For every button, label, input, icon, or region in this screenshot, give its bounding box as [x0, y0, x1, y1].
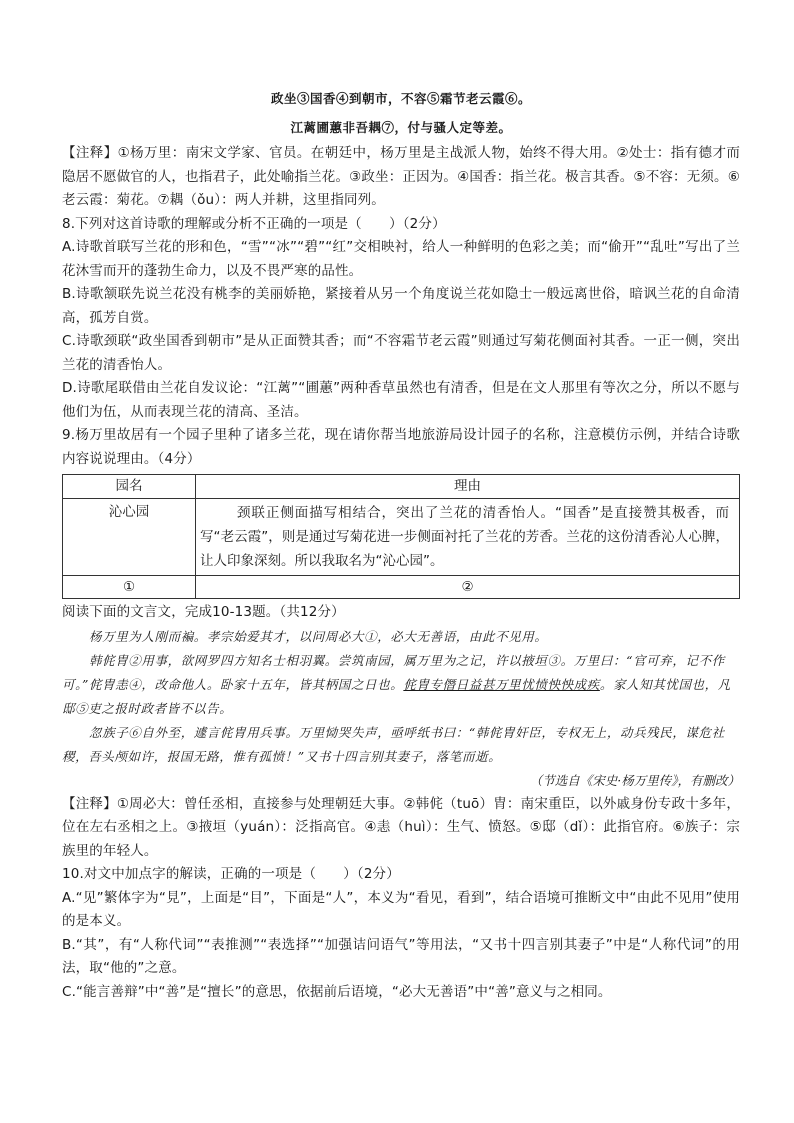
q10-option-c: C.“能言善辩”中“善”是“擅长”的意思，依据前后语境，“必大无善语”中“善”意义与之相同。: [62, 983, 612, 1000]
underlined-sentence: 侂胄专僭日益甚万里忧愤怏怏成疾: [403, 676, 600, 692]
q10-option-a: A.“见”繁体字为“見”，上面是“目”，下面是“人”，本义为“看见，看到”，结合语境可推断文中“由此不见用”使用的是本义。: [62, 889, 740, 929]
classical-paragraph-3: 忽族子⑥自外至，遽言侂胄用兵事。万里恸哭失声，亟呼纸书曰：“韩侂胄奸臣，专权无上，动兵残民，谋危社稷，吾头颅如许，报国无路，惟有孤愤！”又书十四言别其妻子，落笔而逝。: [62, 724, 725, 764]
header-reason: 理由: [196, 475, 740, 499]
table-answer-row: [63, 576, 740, 599]
example-garden-name: 沁心园: [63, 499, 196, 576]
q8-option-b: B.诗歌颔联先说兰花没有桃李的美丽娇艳，紧接着从另一个角度说兰花如隐士一般远离世俗，暗讽兰花的自命清高，孤芳自赏。: [62, 286, 740, 326]
q9-stem: 9.杨万里故居有一个园子里种了诸多兰花，现在请你帮当地旅游局设计园子的名称，注意模仿示例，并结合诗歌内容说说理由。（4分）: [62, 427, 740, 467]
table-header-row: [63, 475, 740, 499]
reading-intro: 阅读下面的文言文，完成10-13题。（共12分）: [62, 604, 345, 620]
source-citation: （节选自《宋史·杨万里传》，有删改）: [529, 772, 740, 788]
classical-paragraph-1: 杨万里为人刚而褊。孝宗始爱其才，以问周必大①，必大无善语，由此不见用。: [89, 628, 548, 644]
q8-option-a: A.诗歌首联写兰花的形和色，“雪”“冰”“碧”“红”交相映衬，给人一种鲜明的色彩之美；而“偷开”“乱吐”写出了兰花沐雪而开的蓬勃生命力，以及不畏严寒的品性。: [62, 239, 740, 279]
example-reason-cell: [196, 499, 740, 576]
poem-notes: 【注释】①杨万里：南宋文学家、官员。在朝廷中，杨万里是主战派人物，始终不得大用。②处士：指有德才而隐居不愿做官的人，也指君子，此处喻指兰花。③政坐：正因为。④国香：指兰花。极言其香。⑤不容：无须。⑥老云霞：菊花。⑦耦（ǒu）：两人并耕，这里指同列。: [62, 145, 740, 208]
q8-option-c: C.诗歌颈联“政坐国香到朝市”是从正面赞其香；而“不容霜节老云霞”则通过写菊花侧面衬其香。一正一侧，突出兰花的清香怡人。: [62, 333, 740, 373]
header-garden-name: 园名: [63, 475, 196, 499]
classical-p2-part-c: 。家人知其忧国也，凡邸⑤吏之报时政者皆不以告。: [62, 676, 731, 716]
poem-block: [62, 84, 740, 142]
classical-p2-part-a: 韩侂胄②用事，欲网罗四方知名士相羽翼。尝筑南园，属万里为之记，许以掖垣③。万里曰：“官可弃，记不作可。”侂胄恚④，改命他人。卧家十五年，皆其柄国之日也。: [62, 652, 725, 692]
answer-blank-2[interactable]: ②: [196, 576, 740, 599]
q8-option-d: D.诗歌尾联借由兰花自发议论：“江蓠”“圃蕙”两种香草虽然也有清香，但是在文人那里有等次之分，所以不愿与他们为伍，从而表现兰花的清高、圣洁。: [62, 380, 740, 420]
answer-blank-1[interactable]: ①: [63, 576, 196, 599]
classical-notes: 【注释】①周必大：曾任丞相，直接参与处理朝廷大事。②韩侂（tuō）胄：南宋重臣，以外戚身份专政十多年，位在左右丞相之上。③掖垣（yuán）：泛指高官。④恚（huì）：生气、愤怒。⑤邸（dǐ）：此指官府。⑥族子：宗族里的年轻人。: [62, 795, 740, 859]
q10-stem: 10.对文中加点字的解读，正确的一项是（ ）（2分）: [62, 866, 400, 882]
garden-name-table: [62, 474, 740, 599]
poem-line-2: 江蓠圃蕙非吾耦⑦，付与骚人定等差。: [290, 120, 512, 135]
table-example-row: [63, 499, 740, 576]
exam-page: [62, 84, 740, 1004]
example-reason: 颈联正侧面描写相结合，突出了兰花的清香怡人。“国香”是直接赞其极香，而写“老云霞”，则是通过写菊花进一步侧面衬托了兰花的芳香。兰花的这份清香沁人心脾，让人印象深刻。所以我取名为“沁心园”。: [200, 505, 729, 569]
poem-line-1: 政坐③国香④到朝市，不容⑤霜节老云霞⑥。: [270, 91, 531, 106]
q8-stem: 8.下列对这首诗歌的理解或分析不正确的一项是（ ）（2分）: [62, 215, 446, 232]
classical-paragraph-2: [62, 649, 740, 721]
q10-option-b: B.“其”，有“人称代词”“表推测”“表选择”“加强诘问语气”等用法，“又书十四言别其妻子”中是“人称代词”的用法，取“他的”之意。: [62, 936, 740, 976]
